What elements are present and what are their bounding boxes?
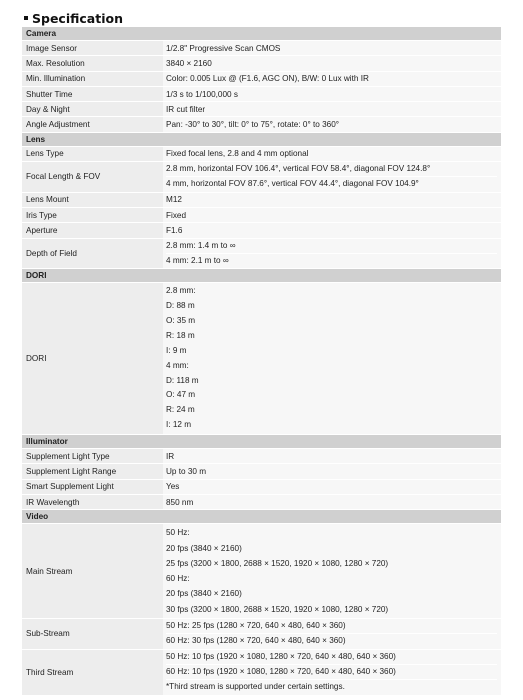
section-heading: Lens (22, 132, 501, 146)
table-row (22, 449, 501, 464)
spec-label: Aperture (22, 223, 163, 238)
spec-value-multi (163, 162, 501, 193)
spec-value: Fixed focal lens, 2.8 and 4 mm optional (163, 146, 501, 161)
spec-label: Main Stream (22, 524, 163, 619)
spec-label: Day & Night (22, 102, 163, 117)
spec-value: 3840 × 2160 (163, 56, 501, 71)
spec-value-multi (163, 649, 501, 695)
spec-value: IR cut filter (163, 102, 501, 117)
section-illuminator (22, 435, 501, 449)
table-row (22, 162, 501, 193)
spec-label: DORI (22, 283, 163, 435)
spec-value: 850 nm (163, 494, 501, 509)
spec-label: Focal Length & FOV (22, 162, 163, 193)
table-row (22, 223, 501, 238)
section-dori (22, 269, 501, 283)
value-line: 4 mm: (166, 360, 189, 370)
spec-label: IR Wavelength (22, 494, 163, 509)
section-camera (22, 27, 501, 41)
section-video (22, 510, 501, 524)
value-line: 4 mm: 2.1 m to ∞ (166, 255, 229, 265)
table-row (22, 56, 501, 71)
value-line: 20 fps (3840 × 2160) (166, 589, 242, 599)
table-row (22, 494, 501, 509)
section-heading: Video (22, 510, 501, 524)
spec-value: M12 (163, 192, 501, 207)
spec-label: Sub-Stream (22, 619, 163, 650)
value-line: R: 18 m (166, 330, 195, 340)
table-row (22, 479, 501, 494)
table-row (22, 117, 501, 132)
spec-value-multi (163, 619, 501, 650)
value-line: 60 Hz: 30 fps (1280 × 720, 640 × 480, 640 × 360) (166, 636, 346, 646)
value-line: 2.8 mm: (166, 286, 196, 296)
value-line: 50 Hz: (166, 528, 190, 538)
spec-label: Third Stream (22, 649, 163, 695)
value-line: R: 24 m (166, 405, 195, 415)
value-line: 50 Hz: 25 fps (1280 × 720, 640 × 480, 640 × 360) (166, 619, 497, 634)
value-line: 20 fps (3840 × 2160) (166, 543, 242, 553)
spec-label: Image Sensor (22, 41, 163, 56)
value-line: 30 fps (3200 × 1800, 2688 × 1520, 1920 × 1080, 1280 × 720) (166, 604, 389, 614)
table-row (22, 619, 501, 650)
table-row (22, 146, 501, 161)
page-title (22, 10, 501, 26)
value-line: 60 Hz: 10 fps (1920 × 1080, 1280 × 720, 640 × 480, 640 × 360) (166, 665, 497, 680)
value-line: I: 12 m (166, 420, 192, 430)
spec-value: Color: 0.005 Lux @ (F1.6, AGC ON), B/W: 0 Lux with IR (163, 71, 501, 86)
spec-value: Yes (163, 479, 501, 494)
table-row (22, 238, 501, 269)
value-line: D: 88 m (166, 301, 195, 311)
section-heading: Illuminator (22, 435, 501, 449)
spec-label: Lens Mount (22, 192, 163, 207)
value-line: 2.8 mm: 1.4 m to ∞ (166, 239, 497, 254)
spec-label: Supplement Light Range (22, 464, 163, 479)
spec-value-multi (163, 283, 501, 435)
spec-label: Depth of Field (22, 238, 163, 269)
section-heading: DORI (22, 269, 501, 283)
spec-label: Angle Adjustment (22, 117, 163, 132)
spec-table (22, 27, 501, 696)
spec-value: Fixed (163, 207, 501, 222)
spec-label: Smart Supplement Light (22, 479, 163, 494)
value-line: D: 118 m (166, 375, 199, 385)
spec-value: 1/3 s to 1/100,000 s (163, 86, 501, 101)
spec-value: F1.6 (163, 223, 501, 238)
section-heading: Camera (22, 27, 501, 41)
value-line: 50 Hz: 10 fps (1920 × 1080, 1280 × 720, 640 × 480, 640 × 360) (166, 650, 497, 665)
value-line: 60 Hz: (166, 574, 190, 584)
value-line: 25 fps (3200 × 1800, 2688 × 1520, 1920 × 1080, 1280 × 720) (166, 558, 389, 568)
table-row (22, 192, 501, 207)
page-title-text: Specification (32, 10, 123, 26)
spec-label: Shutter Time (22, 86, 163, 101)
table-row (22, 524, 501, 619)
table-row (22, 86, 501, 101)
table-row (22, 71, 501, 86)
bullet-icon (24, 16, 28, 20)
spec-value-multi (163, 238, 501, 269)
spec-value: 1/2.8" Progressive Scan CMOS (163, 41, 501, 56)
table-row (22, 41, 501, 56)
spec-value: Up to 30 m (163, 464, 501, 479)
table-row (22, 207, 501, 222)
table-row (22, 649, 501, 695)
spec-label: Lens Type (22, 146, 163, 161)
value-line: *Third stream is supported under certain settings. (166, 682, 345, 692)
value-line: 4 mm, horizontal FOV 87.6°, vertical FOV 44.4°, diagonal FOV 104.9° (166, 179, 419, 189)
value-line: O: 47 m (166, 390, 196, 400)
spec-value: IR (163, 449, 501, 464)
value-line: I: 9 m (166, 345, 187, 355)
spec-value: Pan: -30° to 30°, tilt: 0° to 75°, rotate: 0° to 360° (163, 117, 501, 132)
spec-label: Iris Type (22, 207, 163, 222)
value-line: 2.8 mm, horizontal FOV 106.4°, vertical FOV 58.4°, diagonal FOV 124.8° (166, 162, 497, 177)
table-row (22, 464, 501, 479)
section-lens (22, 132, 501, 146)
spec-label: Supplement Light Type (22, 449, 163, 464)
spec-label: Min. Illumination (22, 71, 163, 86)
table-row (22, 102, 501, 117)
spec-value-multi (163, 524, 501, 619)
value-line: O: 35 m (166, 315, 196, 325)
table-row (22, 283, 501, 435)
spec-label: Max. Resolution (22, 56, 163, 71)
